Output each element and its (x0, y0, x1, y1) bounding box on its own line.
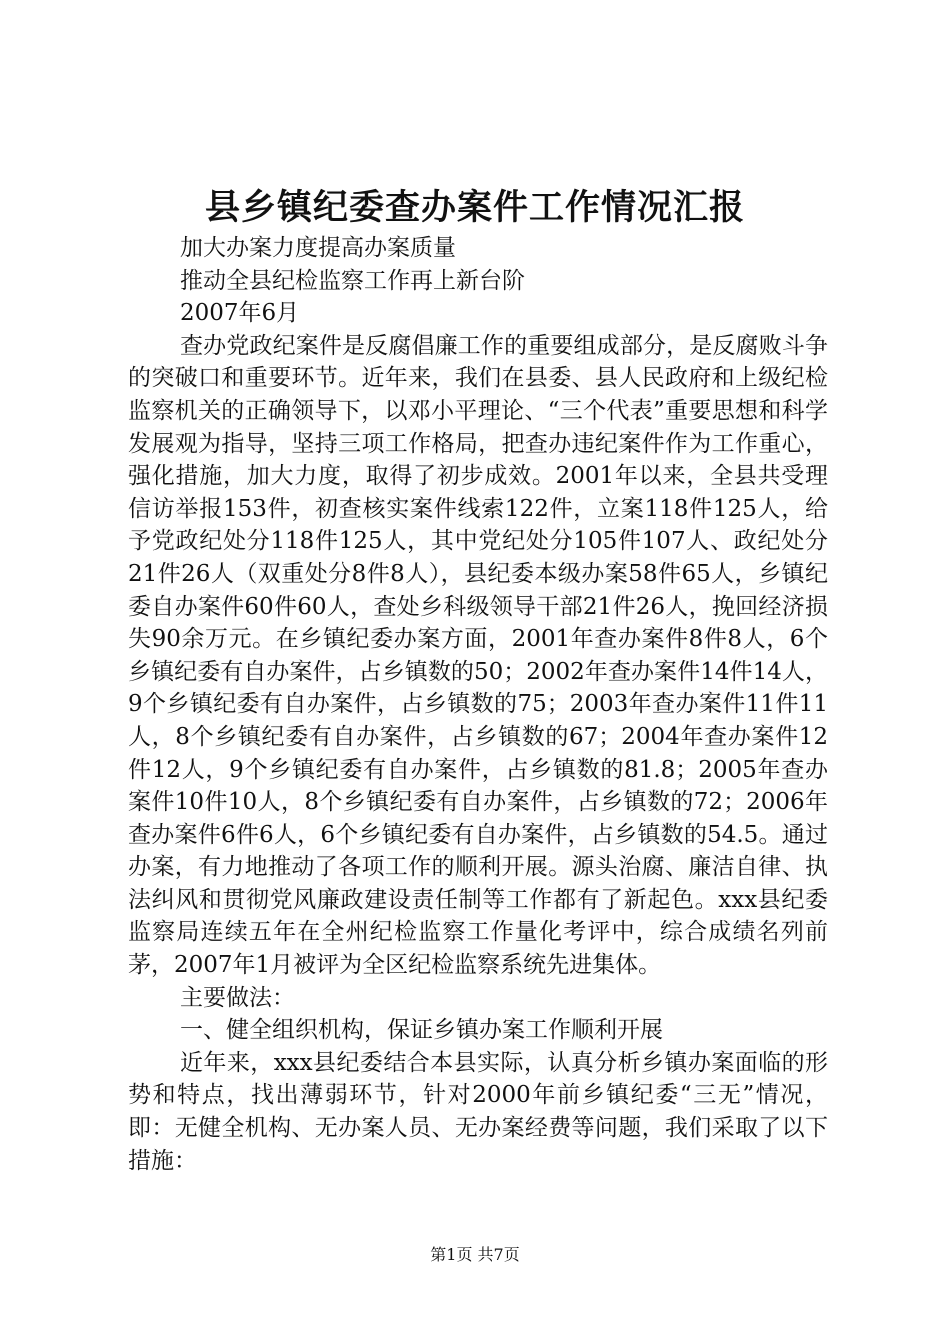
document-body (128, 232, 828, 1177)
section-heading: 主要做法： (180, 984, 295, 1011)
paragraph-overview: 查办党政纪案件是反腐倡廉工作的重要组成部分，是反腐败斗争的突破口和重要环节。近年来，我们在县委、县人民政府和上级纪检监察机关的正确领导下，以邓小平理论、“三个代表”重要思想和科学发展观为指导，坚持三项工作格局，把查办违纪案件作为工作重心，强化措施，加大力度，取得了初步成效。2001年以来，全县共受理信访举报153件，初查核实案件线索122件，立案118件125人，给予党政纪处分118件125人，其中党纪处分105件107人、政纪处分21件26人（双重处分8件8人），县纪委本级办案58件65人，乡镇纪委自办案件60件60人，查处乡科级领导干部21件26人，挽回经济损失90余万元。在乡镇纪委办案方面，2001年查办案件8件8人，6个乡镇纪委有自办案件，占乡镇数的50；2002年查办案件14件14人，9个乡镇纪委有自办案件，占乡镇数的75；2003年查办案件11件11人，8个乡镇纪委有自办案件，占乡镇数的67；2004年查办案件12件12人，9个乡镇纪委有自办案件，占乡镇数的81.8；2005年查办案件10件10人，8个乡镇纪委有自办案件，占乡镇数的72；2006年查办案件6件6人，6个乡镇纪委有自办案件，占乡镇数的54.5。通过办案，有力地推动了各项工作的顺利开展。源头治腐、廉洁自律、执法纠风和贯彻党风廉政建设责任制等工作都有了新起色。xxx县纪委监察局连续五年在全州纪检监察工作量化考评中，综合成绩名列前茅，2007年1月被评为全区纪检监察系统先进集体。 (128, 332, 828, 979)
subsection-heading-1: 一、健全组织机构，保证乡镇办案工作顺利开展 (180, 1017, 663, 1044)
document-title: 县乡镇纪委查办案件工作情况汇报 (204, 187, 745, 228)
document-date: 2007年6月 (180, 300, 300, 327)
paragraph-measures: 近年来，xxx县纪委结合本县实际，认真分析乡镇办案面临的形势和特点，找出薄弱环节，针对2000年前乡镇纪委“三无”情况，即：无健全机构、无办案人员、无办案经费等问题，我们采取了以下措施： (128, 1049, 828, 1174)
subtitle-line-1: 加大办案力度提高办案质量 (180, 235, 456, 261)
subtitle-line-2: 推动全县纪检监察工作再上新台阶 (180, 267, 525, 294)
page-footer: 第1页 共7页 (430, 1245, 520, 1264)
